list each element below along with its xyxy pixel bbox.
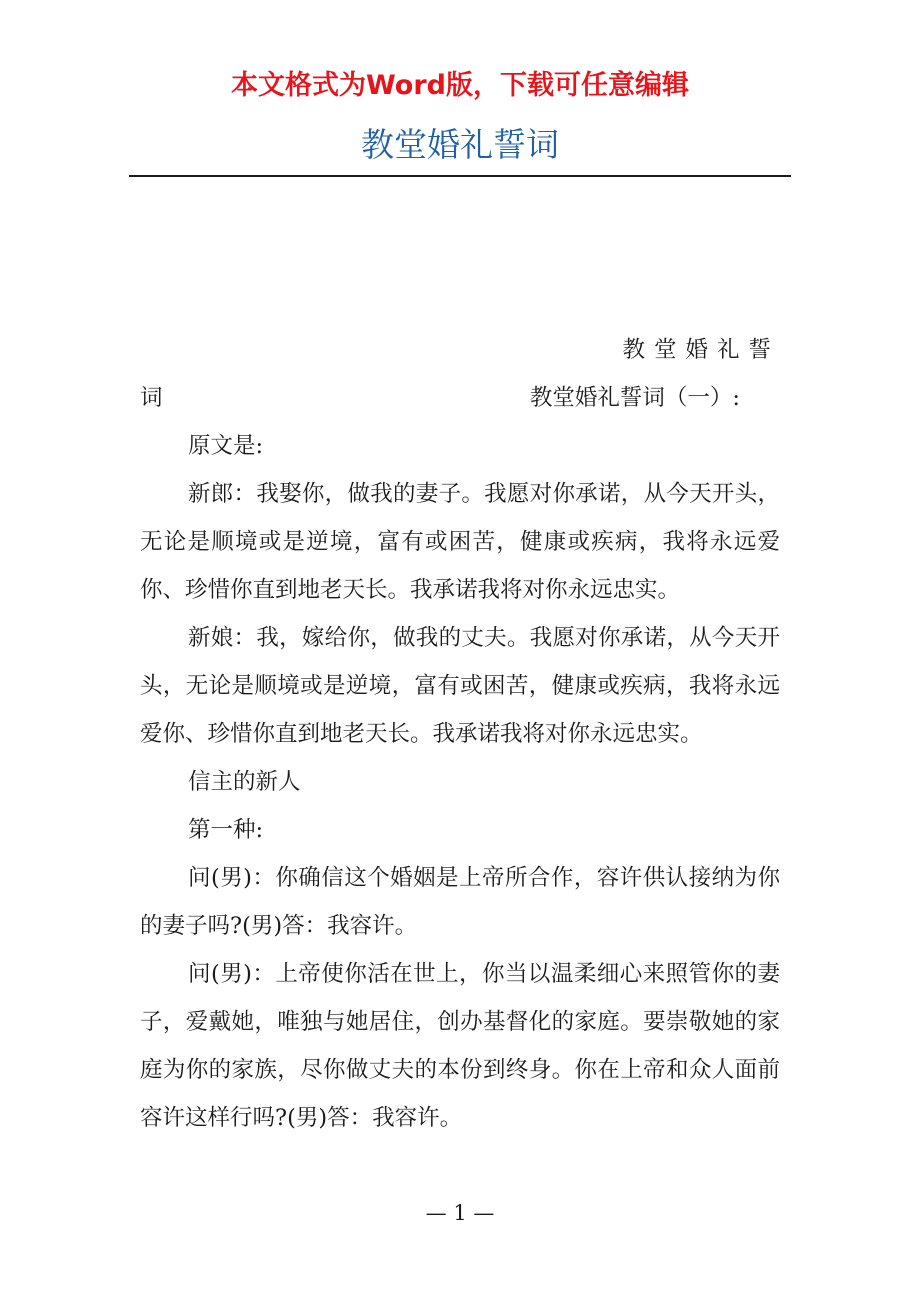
download-notice: 本文格式为Word版，下载可任意编辑 <box>230 70 689 101</box>
title-divider <box>129 175 791 177</box>
paragraph-groom-vow: 新郎：我娶你，做我的妻子。我愿对你承诺，从今天开头，无论是顺境或是逆境，富有或困苦，健康或疾病，我将永远爱你、珍惜你直到地老天长。我承诺我将对你永远忠实。 <box>140 481 780 603</box>
paragraph-bride-vow: 新娘：我，嫁给你，做我的丈夫。我愿对你承诺，从今天开头，无论是顺境或是逆境，富有或困苦，健康或疾病，我将永远爱你、珍惜你直到地老天长。我承诺我将对你永远忠实。 <box>140 625 780 747</box>
paragraph-first-kind: 第一种: <box>188 817 264 843</box>
document-title: 教堂婚礼誓词 <box>361 125 559 164</box>
paragraph-question-2: 问(男)：上帝使你活在世上，你当以温柔细心来照管你的妻子，爱戴她，唯独与她居住，创办基督化的家庭。要崇敬她的家庭为你的家族，尽你做丈夫的本份到终身。你在上帝和众人面前容许这样行吗?(男)答：我容许。 <box>140 961 780 1131</box>
paragraph-question-1: 问(男)：你确信这个婚姻是上帝所合作，容许供认接纳为你的妻子吗?(男)答：我容许。 <box>140 865 780 939</box>
heading-line-2-right: 教堂婚礼誓词（一）: <box>529 385 740 411</box>
page-number: — 1 — <box>425 1201 495 1225</box>
paragraph-intro: 原文是: <box>188 433 264 459</box>
heading-line-2 <box>140 374 780 422</box>
document-body <box>140 326 780 1142</box>
paragraph-believers: 信主的新人 <box>188 769 301 795</box>
heading-line-2-left: 词 <box>140 385 163 411</box>
heading-line-1: 教堂婚礼誓 <box>622 337 780 363</box>
